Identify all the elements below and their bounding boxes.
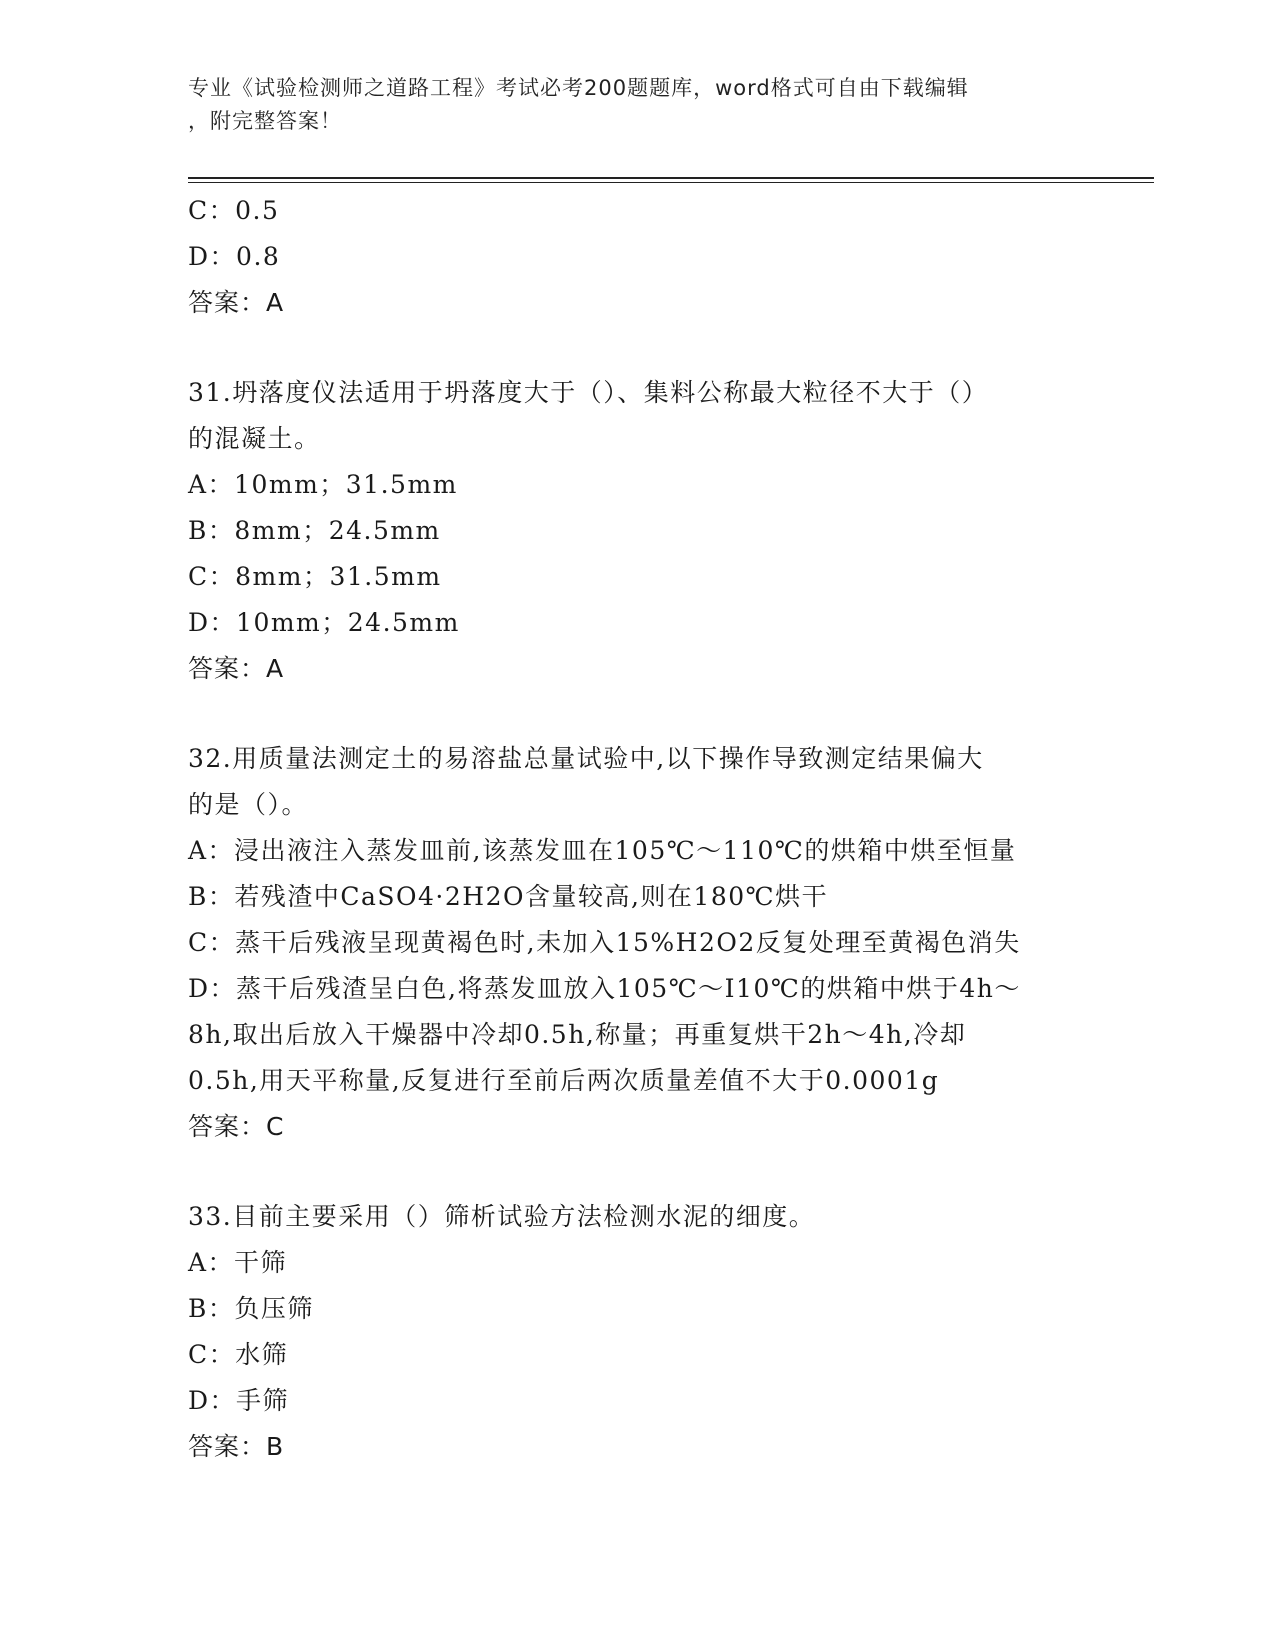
option-d: D：10mm；24.5mm [188,608,460,637]
answer-line: 答案：A [188,654,285,683]
answer-line: 答案：B [188,1432,285,1461]
option-d: D：蒸干后残渣呈白色,将蒸发皿放入105℃～I10℃的烘箱中烘于4h～ [188,974,1021,1003]
option-d-continued: 0.5h,用天平称量,反复进行至前后两次质量差值不大于0.0001g [188,1066,940,1095]
option-b: B：负压筛 [188,1294,314,1323]
question-stem: 32.用质量法测定土的易溶盐总量试验中,以下操作导致测定结果偏大 [188,744,984,773]
option-d-continued: 8h,取出后放入干燥器中冷却0.5h,称量；再重复烘干2h～4h,冷却 [188,1020,967,1049]
option-a: A：浸出液注入蒸发皿前,该蒸发皿在105℃～110℃的烘箱中烘至恒量 [188,836,1017,865]
question-33 [188,1194,1088,1470]
header-title-line2: ，附完整答案！ [188,109,342,133]
previous-question-tail [188,188,1088,326]
option-c: C：水筛 [188,1340,289,1369]
question-stem: 的混凝土。 [188,424,321,453]
answer-line: 答案：A [188,288,285,317]
header-rule-thin [188,182,1154,183]
page-header [188,72,1068,138]
option-a: A：干筛 [188,1248,288,1277]
option-b: B：8mm；24.5mm [188,516,441,545]
question-31 [188,370,1088,692]
option-b: B：若残渣中CaSO4·2H2O含量较高,则在180℃烘干 [188,882,829,911]
option-c: C：8mm；31.5mm [188,562,442,591]
question-content [188,188,1088,1470]
option-d: D：手筛 [188,1386,290,1415]
question-stem: 的是（）。 [188,790,309,819]
header-rule-thick [188,177,1154,179]
header-title-line1: 专业《试验检测师之道路工程》考试必考200题题库，word格式可自由下载编辑 [188,76,969,100]
answer-line: 答案：C [188,1112,285,1141]
option-a: A：10mm；31.5mm [188,470,458,499]
question-stem: 33.目前主要采用（）筛析试验方法检测水泥的细度。 [188,1202,816,1231]
option-d: D：0.8 [188,242,281,271]
option-c: C：0.5 [188,196,280,225]
question-32 [188,736,1088,1150]
option-c: C：蒸干后残液呈现黄褐色时,未加入15%H2O2反复处理至黄褐色消失 [188,928,1021,957]
question-stem: 31.坍落度仪法适用于坍落度大于（）、集料公称最大粒径不大于（） [188,378,989,407]
